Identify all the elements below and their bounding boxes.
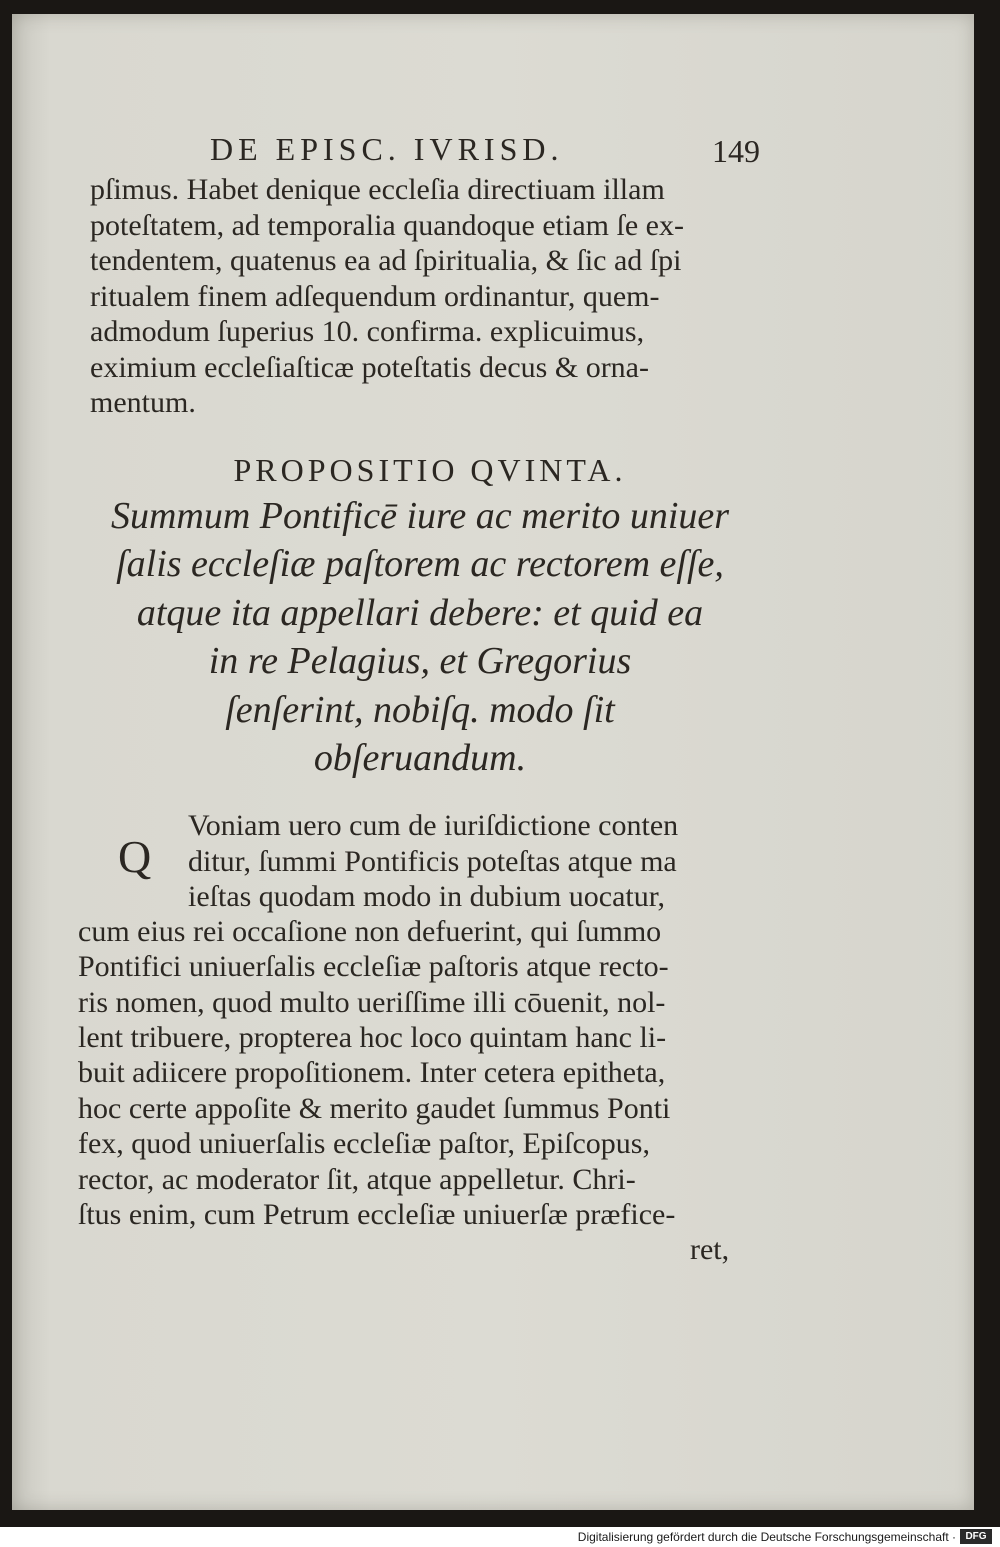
text-line: Pontifici uniuerſalis eccleſiæ paſtoris atque recto-	[78, 950, 669, 983]
text-line: pſimus. Habet denique eccleſia directiuam illam	[90, 173, 665, 206]
running-header	[210, 131, 760, 171]
proposition-heading: PROPOSITIO QVINTA.	[233, 452, 627, 488]
text-line: ditur, ſummi Pontificis poteſtas atque ma	[188, 845, 677, 878]
text-line: admodum ſuperius 10. confirma. explicuimus,	[90, 315, 645, 348]
text-line: ris nomen, quod multo ueriſſime illi cōuenit, nol-	[78, 986, 666, 1019]
text-line: mentum.	[90, 386, 196, 419]
text-line: fex, quod uniuerſalis eccleſiæ paſtor, Epiſcopus,	[78, 1127, 650, 1160]
footer-bar	[0, 1527, 1000, 1547]
text-line: rector, ac moderator ſit, atque appelletur. Chri-	[78, 1163, 636, 1196]
text-line: Voniam uero cum de iuriſdictione conten	[188, 809, 679, 842]
text-line: eximium eccleſiaſticæ poteſtatis decus & orna-	[90, 351, 649, 384]
italic-line: ſalis eccleſiæ paſtorem ac rectorem eſſe,	[116, 543, 724, 585]
text-line: tendentem, quatenus ea ad ſpiritualia, & ſic ad ſpi	[90, 244, 682, 277]
page-number: 149	[712, 133, 760, 169]
drop-capital: Q	[118, 831, 152, 882]
text-line: lent tribuere, propterea hoc loco quintam hanc li-	[78, 1021, 667, 1054]
text-line: hoc certe appoſite & merito gaudet ſummus Ponti	[78, 1092, 671, 1125]
italic-line: ſenſerint, nobiſq. modo ſit	[225, 689, 615, 731]
text-line: ieſtas quodam modo in dubium uocatur,	[188, 880, 666, 913]
text-line: ret,	[690, 1233, 730, 1266]
text-line: ſtus enim, cum Petrum eccleſiæ uniuerſæ præfice-	[78, 1198, 676, 1231]
running-title: DE EPISC. IVRISD.	[210, 131, 564, 167]
dfg-logo: DFG	[960, 1529, 992, 1544]
italic-line: in re Pelagius, et Gregorius	[208, 640, 632, 682]
funding-credit: Digitalisierung gefördert durch die Deutsche Forschungsgemeinschaft ·	[577, 1530, 956, 1544]
italic-line: atque ita appellari debere: et quid ea	[136, 592, 704, 634]
text-line: buit adiicere propoſitionem. Inter cetera epitheta,	[78, 1056, 666, 1089]
italic-line: obſeruandum.	[313, 737, 527, 779]
italic-line: Summum Pontificē iure ac merito uniuer	[110, 495, 730, 537]
text-line: ritualem finem adſequendum ordinantur, quem-	[90, 280, 660, 313]
text-line: poteſtatem, ad temporalia quandoque etiam ſe ex-	[90, 209, 684, 242]
text-line: cum eius rei occaſione non defuerint, qui ſummo	[78, 915, 662, 948]
